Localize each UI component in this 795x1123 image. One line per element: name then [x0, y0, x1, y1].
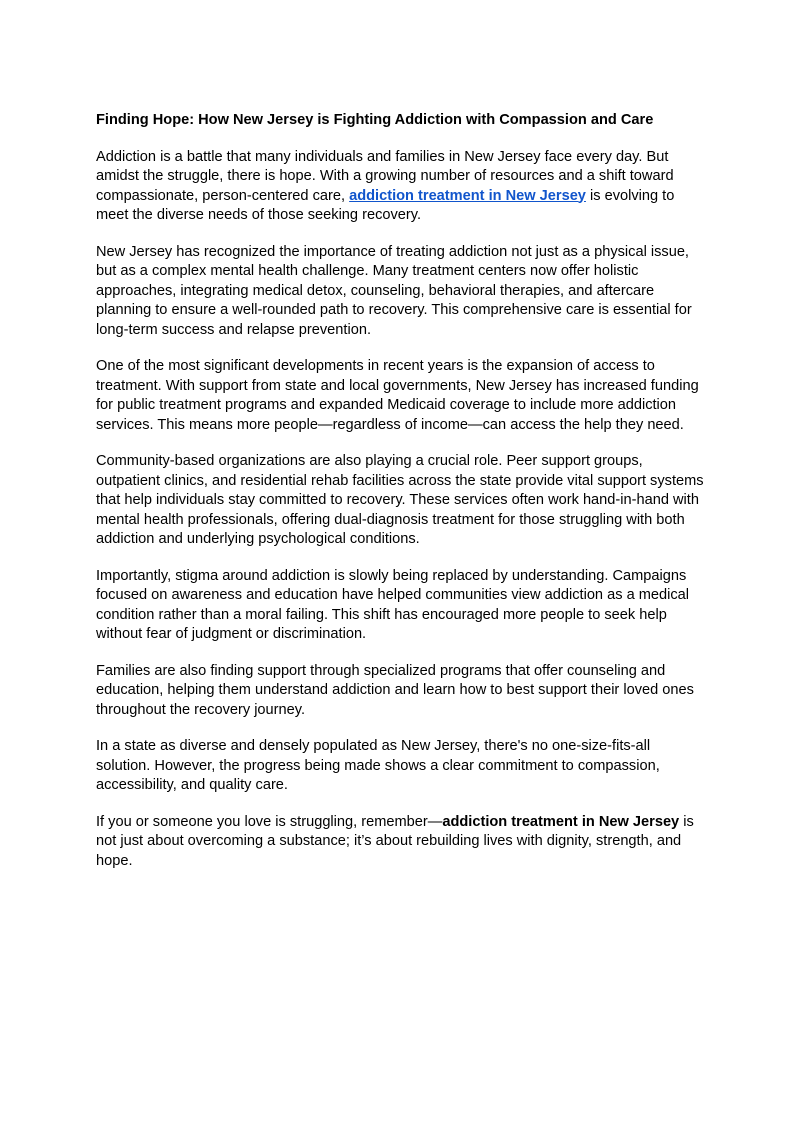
addiction-treatment-emphasis: addiction treatment in New Jersey — [442, 813, 680, 830]
paragraph-conclusion-text-before: If you or someone you love is struggling, remember— — [96, 813, 443, 830]
paragraph-holistic-care: New Jersey has recognized the importance of treating addiction not just as a physical issue, but as a complex mental health challenge. Many treatment centers now offer holistic approaches, integrating medical detox, counseling, behavioral therapies, and aftercare planning to ensure a well-rounded path to recovery. This comprehensive care is essential for long-term success and relapse prevention. — [96, 243, 692, 338]
paragraph-diverse-state: In a state as diverse and densely populated as New Jersey, there's no one-size-fits-all solution. However, the progress being made shows a clear commitment to compassion, accessibility, and quality care. — [96, 738, 660, 793]
addiction-treatment-link[interactable]: addiction treatment in New Jersey — [349, 187, 586, 204]
document-title: Finding Hope: How New Jersey is Fighting Addiction with Compassion and Care — [96, 112, 654, 128]
paragraph-intro-text-before: Addiction is a battle that many individuals and families in New Jersey face every day. But amidst the struggle, there is hope. With a growing number of resources and a shift toward compassionate, person-centered care, — [96, 148, 674, 204]
paragraph-family-support: Families are also finding support through specialized programs that offer counseling and education, helping them understand addiction and learn how to best support their loved ones throughout the recovery journey. — [96, 662, 694, 718]
document-body — [96, 111, 706, 888]
paragraph-intro-text-after: is evolving to meet the diverse needs of those seeking recovery. — [96, 187, 675, 223]
paragraph-intro — [96, 148, 706, 226]
paragraph-conclusion-text-after: is not just about overcoming a substance; it’s about rebuilding lives with dignity, strength, and hope. — [96, 813, 694, 869]
paragraph-conclusion — [96, 813, 706, 872]
paragraph-community-organizations: Community-based organizations are also playing a crucial role. Peer support groups, outpatient clinics, and residential rehab facilities across the state provide vital support systems that help individuals stay committed to recovery. These services often work hand-in-hand with mental health professionals, offering dual-diagnosis treatment for those struggling with both addiction and underlying psychological conditions. — [96, 453, 704, 547]
paragraph-stigma: Importantly, stigma around addiction is slowly being replaced by understanding. Campaigns focused on awareness and education have helped communities view addiction as a medical condition rather than a moral failing. This shift has encouraged more people to seek help without fear of judgment or discrimination. — [96, 567, 690, 642]
paragraph-access-expansion: One of the most significant developments in recent years is the expansion of access to treatment. With support from state and local governments, New Jersey has increased funding for public treatment programs and expanded Medicaid coverage to include more addiction services. This means more people—regardless of income—can access the help they need. — [96, 358, 699, 433]
